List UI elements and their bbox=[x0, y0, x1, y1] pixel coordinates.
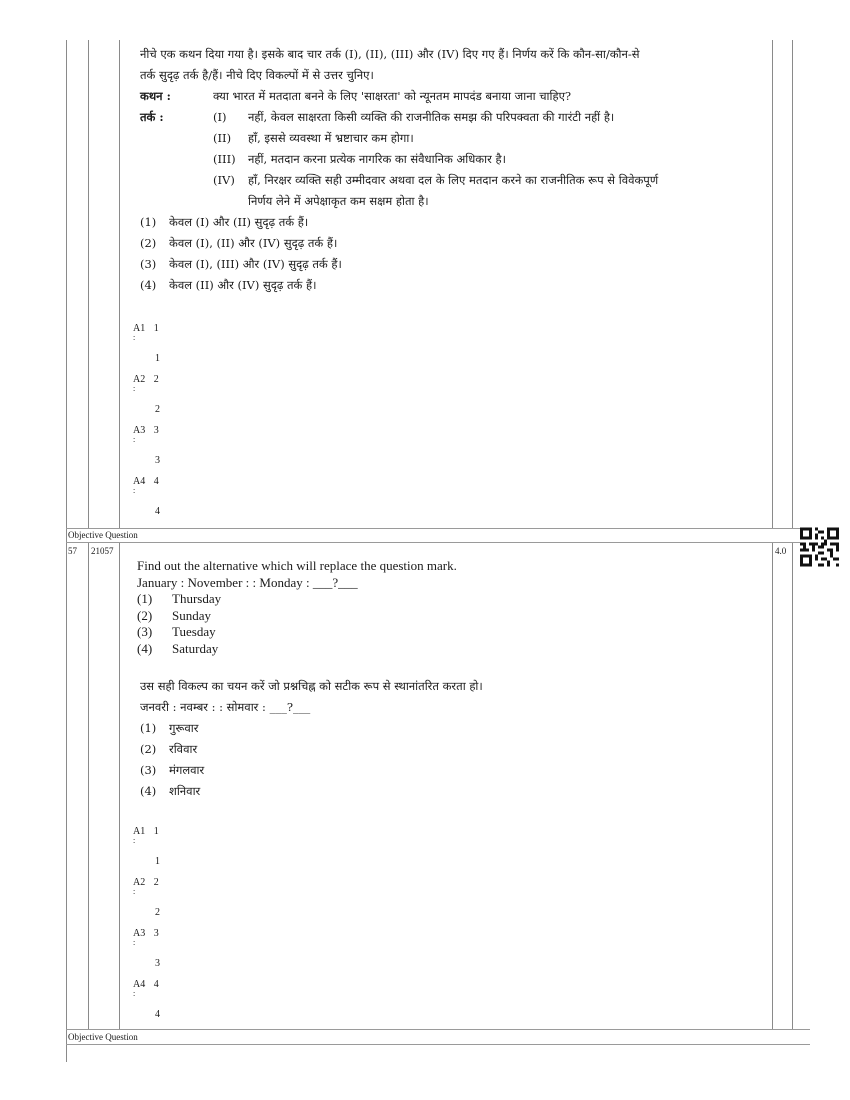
q1-answer-a3 bbox=[133, 425, 160, 466]
q1-answer-a1 bbox=[133, 323, 160, 364]
q2-qid-divider bbox=[119, 543, 120, 1029]
answer-value-2: 1 bbox=[155, 353, 160, 364]
marks-right-divider bbox=[792, 40, 793, 528]
q2-english-analogy: January : November : : Monday : ___?___ bbox=[137, 574, 358, 590]
answer-colon: : bbox=[133, 989, 136, 998]
q1-answer-a4 bbox=[133, 476, 160, 517]
answer-label: A2 bbox=[133, 374, 146, 385]
q1-question-type: Objective Question bbox=[68, 530, 138, 540]
option-text: मंगलवार bbox=[169, 763, 205, 777]
option-text: केवल (I), (II) और (IV) सुदृढ़ तर्क हैं। bbox=[169, 236, 338, 250]
content-right-divider bbox=[772, 40, 773, 528]
q1-option-4 bbox=[140, 275, 760, 296]
answer-value-2: 1 bbox=[155, 856, 160, 867]
option-number: (4) bbox=[140, 278, 157, 292]
answer-label: A3 bbox=[133, 928, 146, 939]
q2-question-id: 21057 bbox=[91, 546, 114, 556]
q2-english-prompt: Find out the alternative which will replace the question mark. bbox=[137, 558, 457, 573]
argument-text: हाँ, इससे व्यवस्था में भ्रष्टाचार कम होगा। bbox=[248, 131, 414, 145]
q2-en-option-3 bbox=[137, 624, 757, 641]
answer-colon: : bbox=[133, 938, 136, 947]
answer-value: 1 bbox=[153, 826, 159, 837]
answer-value-2: 4 bbox=[155, 1009, 160, 1020]
answer-label: A1 bbox=[133, 826, 146, 837]
q2-sno-divider bbox=[88, 543, 89, 1029]
answer-value: 4 bbox=[153, 476, 159, 487]
option-number: (3) bbox=[137, 624, 153, 639]
answer-value: 2 bbox=[153, 374, 159, 385]
option-text: Tuesday bbox=[172, 624, 216, 639]
q2-answer-a2 bbox=[133, 877, 160, 918]
q1-argument-row-5 bbox=[140, 191, 760, 212]
answer-label: A2 bbox=[133, 877, 146, 888]
answer-value: 1 bbox=[153, 323, 159, 334]
q1-answer-a2 bbox=[133, 374, 160, 415]
option-number: (3) bbox=[140, 763, 157, 777]
q1-type-rule bbox=[66, 542, 810, 543]
qr-code-icon bbox=[800, 527, 839, 567]
q1-argument-row-1 bbox=[140, 107, 760, 128]
option-text: शनिवार bbox=[169, 784, 201, 798]
q2-hindi-block bbox=[140, 676, 760, 802]
argument-number: (IV) bbox=[213, 173, 235, 187]
q1-bottom-rule bbox=[66, 528, 810, 529]
q2-answer-a4 bbox=[133, 979, 160, 1020]
q1-option-1 bbox=[140, 212, 760, 233]
argument-text: नहीं, केवल साक्षरता किसी व्यक्ति की राजनीतिक समझ की परिपक्वता की गारंटी नहीं है। bbox=[248, 110, 615, 124]
option-text: Thursday bbox=[172, 591, 222, 606]
answer-value-2: 3 bbox=[155, 958, 160, 969]
answer-value-2: 2 bbox=[155, 907, 160, 918]
q1-body bbox=[140, 44, 760, 296]
q2-type-rule bbox=[66, 1044, 810, 1045]
answer-value: 2 bbox=[153, 877, 159, 888]
option-number: (1) bbox=[137, 591, 153, 606]
option-number: (2) bbox=[140, 236, 157, 250]
argument-text: निर्णय लेने में अपेक्षाकृत कम सक्षम होता है। bbox=[248, 194, 429, 208]
option-number: (3) bbox=[140, 257, 157, 271]
q2-bottom-rule bbox=[66, 1029, 810, 1030]
option-text: Sunday bbox=[172, 607, 211, 623]
option-number: (4) bbox=[137, 640, 153, 656]
sno-column-divider bbox=[88, 40, 89, 528]
answer-label: A1 bbox=[133, 323, 146, 334]
q2-en-option-1 bbox=[137, 591, 757, 608]
answer-colon: : bbox=[133, 887, 136, 896]
q2-answer-a3 bbox=[133, 928, 160, 969]
page-left-border bbox=[66, 40, 67, 1062]
q1-intro-line-1: नीचे एक कथन दिया गया है। इसके बाद चार तर्क (I), (II), (III) और (IV) दिए गए हैं। निर्णय करें कि कौन-सा/कौन-से bbox=[140, 47, 640, 61]
q2-en-option-2 bbox=[137, 608, 757, 625]
statement-label: कथन : bbox=[140, 89, 171, 103]
answer-label: A4 bbox=[133, 476, 146, 487]
q2-serial-number: 57 bbox=[68, 546, 77, 556]
q2-content-right-divider bbox=[772, 543, 773, 1029]
q2-hi-option-2 bbox=[140, 739, 760, 760]
answer-value: 3 bbox=[153, 928, 159, 939]
answer-label: A4 bbox=[133, 979, 146, 990]
argument-text: हाँ, निरक्षर व्यक्ति सही उम्मीदवार अथवा दल के लिए मतदान करने का राजनीतिक रूप से विवेकपूर्ण bbox=[248, 173, 659, 187]
q2-en-option-4 bbox=[137, 641, 757, 658]
q1-option-3 bbox=[140, 254, 760, 275]
statement-text: क्या भारत में मतदाता बनने के लिए 'साक्षरता' को न्यूनतम मापदंड बनाया जाना चाहिए? bbox=[213, 89, 572, 103]
option-text: रविवार bbox=[169, 742, 198, 756]
option-number: (1) bbox=[140, 721, 157, 735]
option-text: गुरूवार bbox=[169, 721, 199, 735]
answer-colon: : bbox=[133, 435, 136, 444]
q1-argument-row-3 bbox=[140, 149, 760, 170]
argument-number: (I) bbox=[213, 110, 227, 124]
q1-argument-row-4 bbox=[140, 170, 760, 191]
argument-number: (II) bbox=[213, 131, 232, 145]
answer-colon: : bbox=[133, 384, 136, 393]
q2-english-block bbox=[137, 558, 757, 657]
option-number: (2) bbox=[137, 607, 153, 623]
q1-argument-row-2 bbox=[140, 128, 760, 149]
answer-value-2: 4 bbox=[155, 506, 160, 517]
argument-number: (III) bbox=[213, 152, 236, 166]
answer-value: 4 bbox=[153, 979, 159, 990]
q2-marks: 4.0 bbox=[775, 546, 787, 556]
option-text: केवल (I) और (II) सुदृढ़ तर्क हैं। bbox=[169, 215, 309, 229]
answer-colon: : bbox=[133, 836, 136, 845]
q1-intro-line-2: तर्क सुदृढ़ तर्क है/हैं। नीचे दिए विकल्पों में से उत्तर चुनिए। bbox=[140, 68, 374, 82]
option-number: (1) bbox=[140, 215, 157, 229]
answer-value-2: 2 bbox=[155, 404, 160, 415]
q2-answer-a1 bbox=[133, 826, 160, 867]
option-number: (4) bbox=[140, 784, 157, 798]
option-text: केवल (I), (III) और (IV) सुदृढ़ तर्क हैं। bbox=[169, 257, 342, 271]
q2-hindi-analogy: जनवरी : नवम्बर : : सोमवार : ___?___ bbox=[140, 700, 311, 714]
q2-hi-option-3 bbox=[140, 760, 760, 781]
q2-marks-right-divider bbox=[792, 543, 793, 1029]
option-text: Saturday bbox=[172, 640, 219, 656]
answer-colon: : bbox=[133, 333, 136, 342]
option-text: केवल (II) और (IV) सुदृढ़ तर्क हैं। bbox=[169, 278, 317, 292]
q2-hindi-prompt: उस सही विकल्प का चयन करें जो प्रश्नचिह्न को सटीक रूप से स्थानांतरित करता हो। bbox=[140, 679, 483, 693]
argument-text: नहीं, मतदान करना प्रत्येक नागरिक का संवैधानिक अधिकार है। bbox=[248, 152, 506, 166]
option-number: (2) bbox=[140, 742, 157, 756]
answer-value-2: 3 bbox=[155, 455, 160, 466]
q1-statement-row bbox=[140, 86, 760, 107]
answer-colon: : bbox=[133, 486, 136, 495]
answer-value: 3 bbox=[153, 425, 159, 436]
q2-hi-option-4 bbox=[140, 781, 760, 802]
qid-column-divider bbox=[119, 40, 120, 528]
q1-option-2 bbox=[140, 233, 760, 254]
q2-hi-option-1 bbox=[140, 718, 760, 739]
q2-question-type: Objective Question bbox=[68, 1032, 138, 1042]
answer-label: A3 bbox=[133, 425, 146, 436]
arguments-label: तर्क : bbox=[140, 110, 164, 124]
